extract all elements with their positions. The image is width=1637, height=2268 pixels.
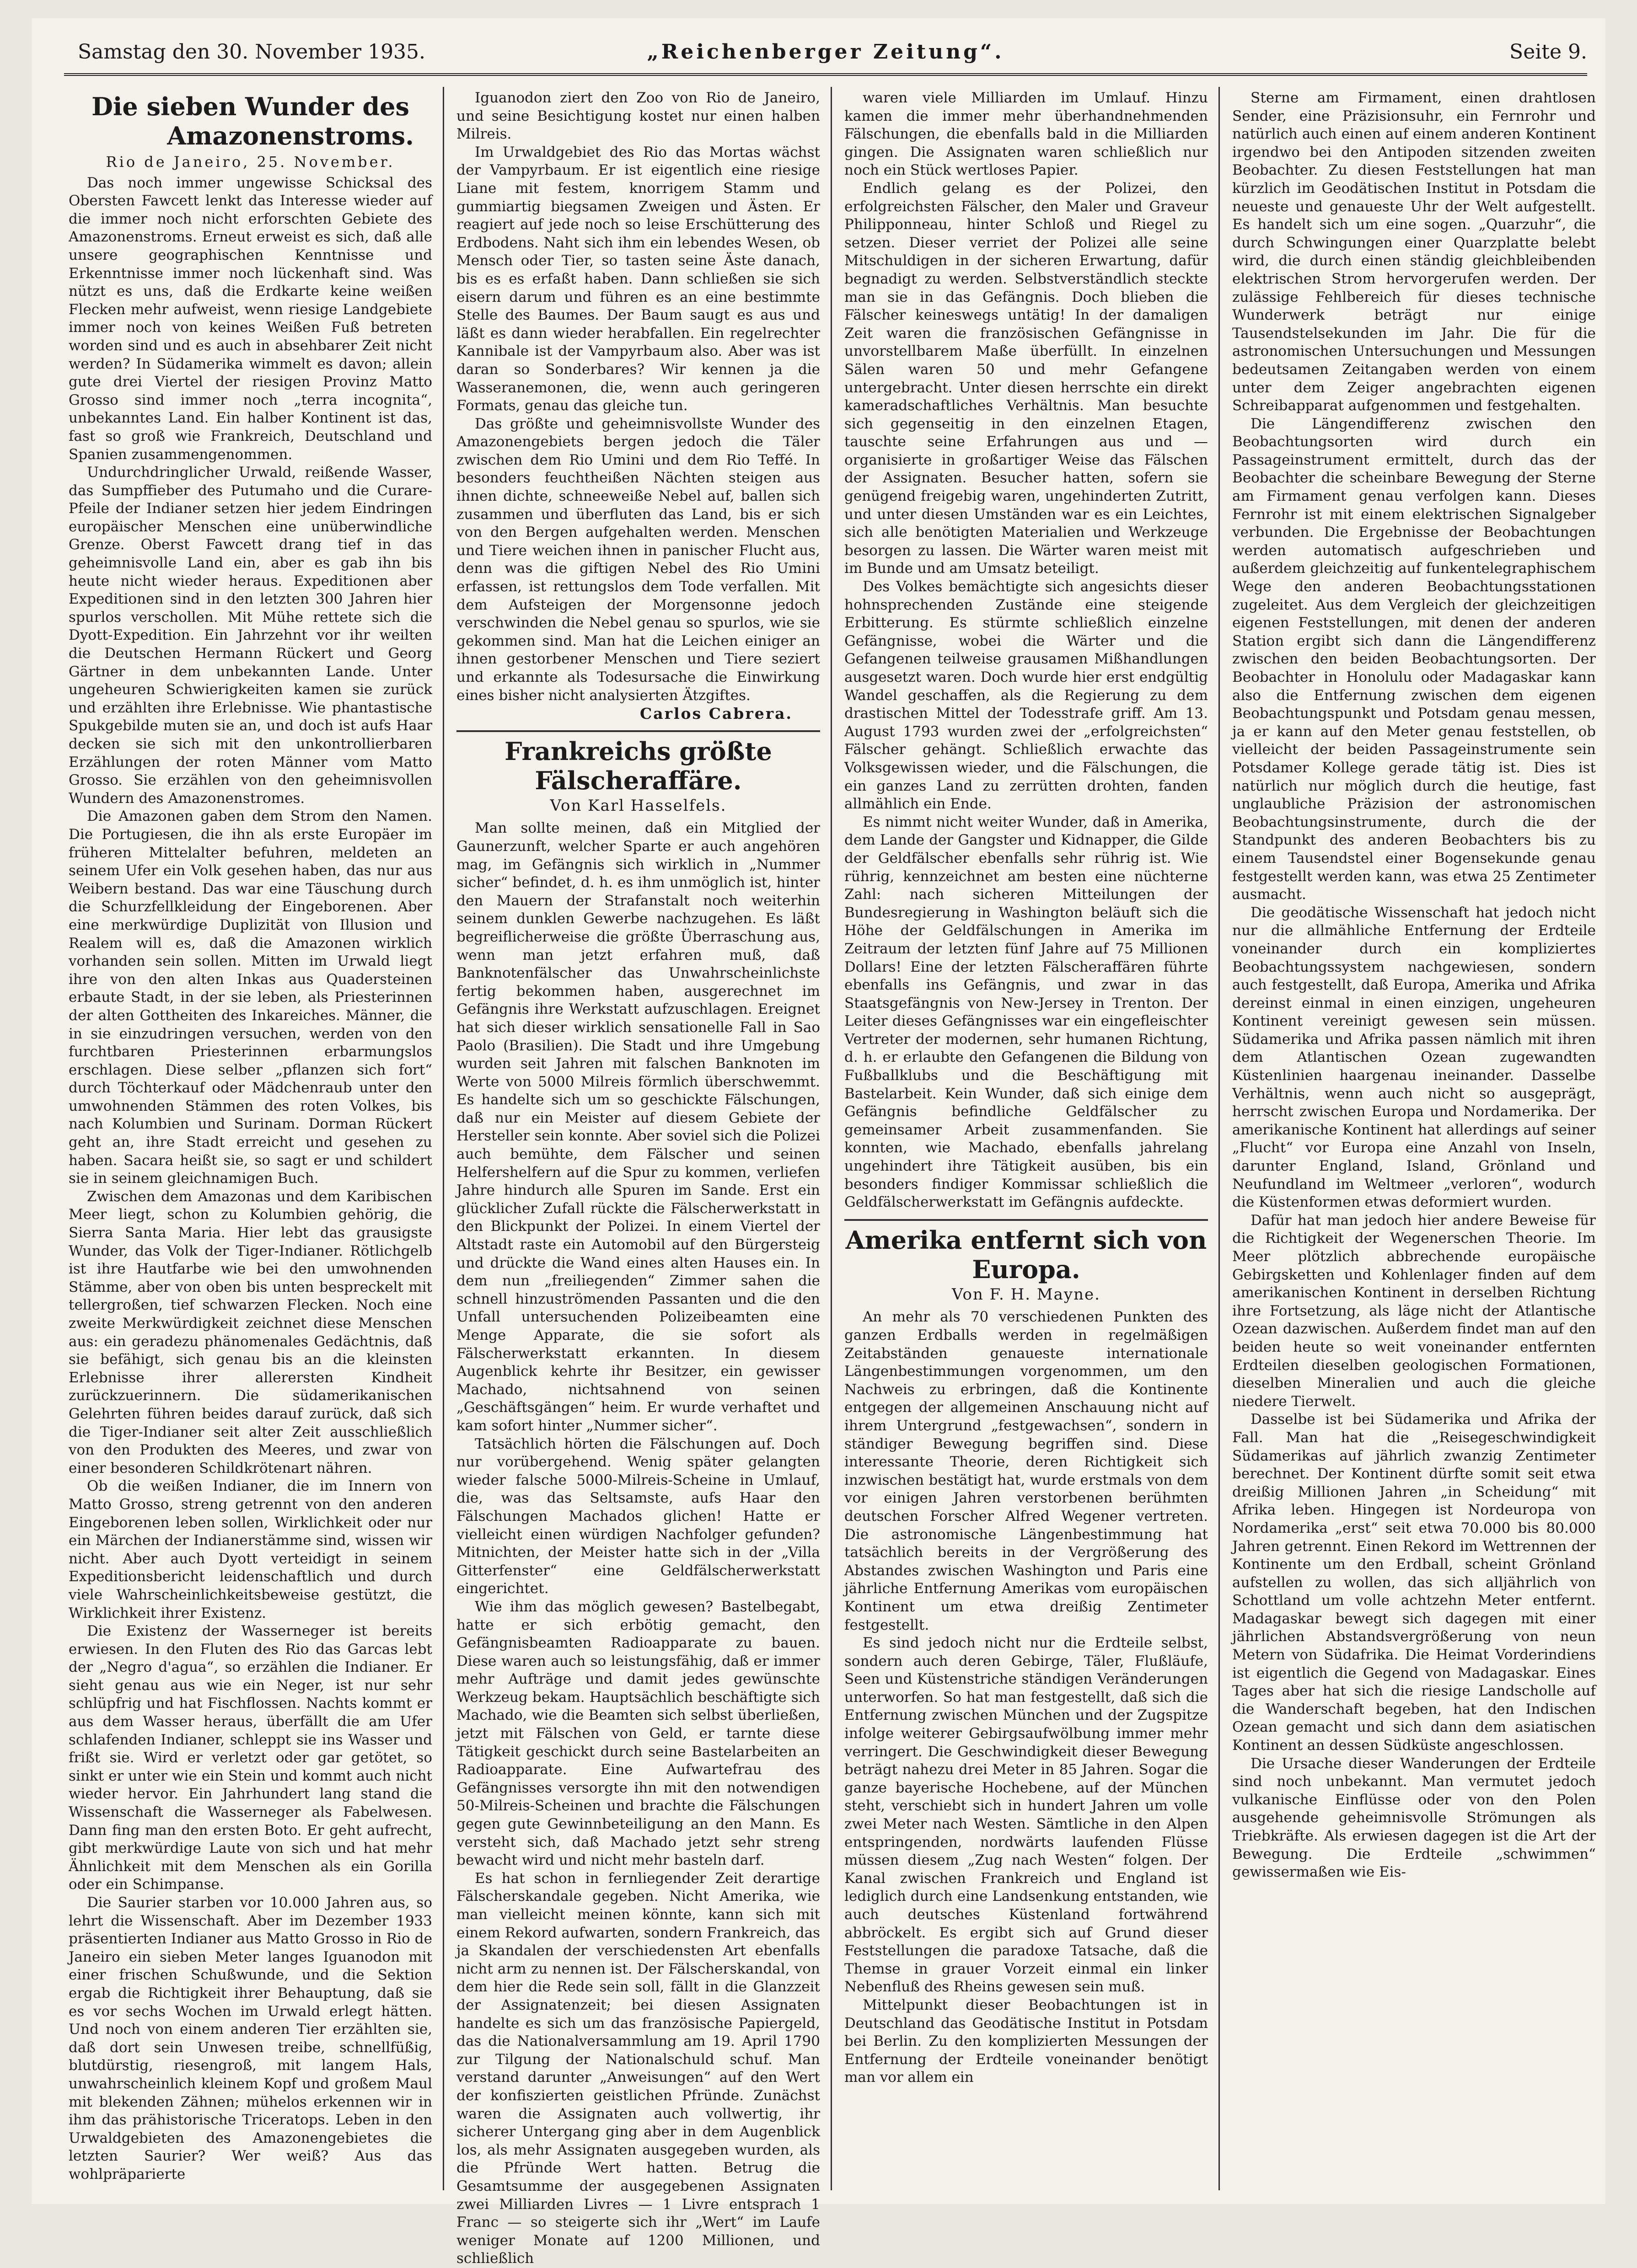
section-rule <box>844 1219 1208 1221</box>
column-1 <box>69 89 432 2190</box>
byline: Von F. H. Mayne. <box>952 1285 1100 1304</box>
paragraph: Im Urwaldgebiet des Rio das Mortas wächst der Vampyrbaum. Er ist eigentlich eine riesige Liane mit festem, knorrigem Stamm und gummiartig biegsamen Zweigen und Ästen. Er reagiert auf jede noch so leise Erschütterung des Erdbodens. Naht sich ihm ein lebendes Wesen, ob Mensch oder Tier, so tasten seine Äste danach, bis es es erfaßt haben. Dann schließen sie sich eisern darum und führen es an eine bestimmte Stelle des Baumes. Der Baum saugt es aus und läßt es dann wieder herabfallen. Ein regelrechter Kannibale ist der Vampyrbaum also. Aber was ist daran so Sonderbares? Wir kennen ja die Wasseranemonen, die, wenn auch geringeren Formats, genau das gleiche tun. <box>456 144 820 414</box>
column-divider <box>443 87 444 2190</box>
paragraph: Die Längendifferenz zwischen den Beobachtungsorten wird durch ein Passageinstrument ermittelt, durch das der Beobachter die scheinbare Bewegung der Sterne am Firmament genau verfolgen kann. Dieses Fernrohr ist mit einem elektrischen Signalgeber verbunden. Die Ergebnisse der Beobachtungen werden automatisch aufgeschrieben und außerdem gleichzeitig auf funkentelegraphischem Wege den anderen Beobachtungsstationen zugeleitet. Aus dem Vergleich der gleichzeitigen eigenen Feststellungen, mit denen der anderen Station ergibt sich dann die Längendifferenz zwischen den beiden Beobachtungsorten. Der Beobachter in Honolulu oder Madagaskar kann also die Entfernung zwischen dem eigenen Beobachtungspunkt und Potsdam genau messen, ja er kann auf den Meter genau feststellen, ob vielleicht der beiden Passageinstrumente sein Potsdamer Kollege gerade tätig ist. Dies ist natürlich nur möglich durch die heutige, fast unglaubliche Präzision der astronomischen Beobachtungsinstrumente, durch die der Standpunkt des anderen Beobachters bis zu einem Tausendstel einer Bogensekunde genau festgestellt werden kann, was etwa 25 Zentimeter ausmacht. <box>1232 415 1596 903</box>
newspaper-title: „Reichenberger Zeitung“. <box>647 40 1004 64</box>
paragraph: Dasselbe ist bei Südamerika und Afrika der Fall. Man hat die „Reisegeschwindigkeit Südamerikas auf jährlich zwanzig Zentimeter berechnet. Der Kontinent dürfte somit seit etwa dreißig Millionen Jahren „in Scheidung“ mit Afrika leben. Hingegen ist Nordeuropa von Nordamerika „erst“ seit etwa 70.000 bis 80.000 Jahren getrennt. Einen Rekord im Wettrennen der Kontinente um den Erdball, scheint Grönland aufstellen zu wollen, das sich alljährlich von Schottland um volle achtzehn Meter entfernt. Madagaskar bewegt sich dagegen mit einer jährlichen Abstandsvergrößerung von neun Metern von Südafrika. Die Heimat Vorderindiens ist eigentlich die Gegend von Madagaskar. Eines Tages aber hat sich die riesige Landscholle auf die Wanderschaft begeben, hat den Indischen Ozean gemacht und sich dann dem asiatischen Kontinent an dessen Südküste angeschlossen. <box>1232 1411 1596 1754</box>
article-headline: Frankreichs größte Fälscheraffäre. <box>505 736 772 795</box>
paragraph: Endlich gelang es der Polizei, den erfolgreichsten Fälscher, den Maler und Graveur Philipponneau, hinter Schloß und Riegel zu setzen. Dieser verriet der Polizei alle seine Mitschuldigen in der sicheren Erwartung, dafür begnadigt zu werden. Selbstverständlich steckte man sie in das Gefängnis. Doch blieben die Fälscher keineswegs untätig! In der damaligen Zeit waren die französischen Gefängnisse in unvorstellbarem Maße überfüllt. In einzelnen Sälen waren 50 und mehr Gefangene untergebracht. Unter diesen herrschte ein direkt kameradschaftliches Verhältnis. Man besuchte sich gegenseitig in den einzelnen Etagen, tauschte seine Erfahrungen aus und — organisierte in großartiger Weise das Fälschen der Assignaten. Besucher hatten, sofern sie genügend freigebig waren, ungehinderten Zutritt, und unter diesen Umständen war es ein Leichtes, sich alle benötigten Materialien und Werkzeuge besorgen zu lassen. Die Wärter waren meist mit im Bunde und am Umsatz beteiligt. <box>844 180 1208 577</box>
column-divider <box>831 87 832 2190</box>
paragraph: Sterne am Firmament, einen drahtlosen Sender, eine Präzisionsuhr, ein Fernrohr und natürlich auch einen auf einem anderen Kontinent irgendwo bei den Antipoden sitzenden zweiten Beobachter. Zu diesen Feststellungen hat man kürzlich im Geodätischen Institut in Potsdam die neueste und genaueste Uhr der Welt aufgestellt. Es handelt sich um eine sogen. „Quarzuhr“, die durch Schwingungen einer Quarzplatte belebt wird, die durch einen ständig gleichbleibenden elektrischen Strom hervorgerufen werden. Der zulässige Fehlbereich für dieses technische Wunderwerk beträgt nur einige Tausendstelsekunden im Jahr. Die für die astronomischen Untersuchungen und Messungen bedeutsamen Zeitangaben werden von einem unter dem Zeiger angebrachten eigenen Schreibapparat aufgenommen und festgehalten. <box>1232 90 1596 414</box>
paragraph: Das größte und geheimnisvollste Wunder des Amazonengebiets bergen jedoch die Täler zwischen dem Rio Umini und dem Rio Teffé. In besonders feuchtheißen Nächten steigen aus ihnen dichte, schneeweiße Nebel auf, ballen sich zusammen und überfluten das Land, bis er sich von den Bergen aufgehalten werden. Menschen und Tiere weichen ihnen in panischer Flucht aus, denn was die giftigen Nebel des Rio Umini erfassen, ist rettungslos dem Tode verfallen. Mit dem Aufsteigen der Morgensonne jedoch verschwinden die Nebel genau so spurlos, wie sie gekommen sind. Man hat die Leichen einiger an ihnen gestorbener Menschen und Tiere seziert und erkannte als Todesursache die Einwirkung eines bisher nicht analysierten Ätzgiftes. <box>456 415 820 704</box>
paragraph: Es hat schon in fernliegender Zeit derartige Fälscherskandale gegeben. Nicht Amerika, wie man vielleicht meinen könnte, kann sich mit einem Rekord aufwarten, sondern Frankreich, das ja Skandalen der verschiedensten Art ebenfalls nicht arm zu nennen ist. Der Fälscherskandal, von dem hier die Rede sein soll, fällt in die Glanzzeit der Assignatenzeit; bei diesen Assignaten handelte es sich um das französische Papiergeld, das die Nationalversammlung am 19. April 1790 zur Tilgung der Nationalschuld schuf. Man verstand darunter „Anweisungen“ auf den Wert der konfiszierten geistlichen Pfründe. Zunächst waren die Assignaten auch vollwertig, ihr sicherer Untergang ging aber in dem Augenblick los, als mehr Assignaten ausgegeben wurden, als die Pfründe Wert hatten. Betrug die Gesamtsumme der ausgegebenen Assignaten zwei Milliarden Livres — 1 Livre entsprach 1 Franc — so steigerte sich ihr „Wert“ im Laufe weniger Monate auf 1200 Millionen, und schließlich <box>456 1870 820 2267</box>
newspaper-page <box>32 18 1605 2267</box>
page-number: Seite 9. <box>1509 40 1587 64</box>
paragraph: Zwischen dem Amazonas und dem Karibischen Meer liegt, schon zu Kolumbien gehörig, die Sierra Santa Maria. Hier lebt das grausigste Wunder, das Volk der Tiger-Indianer. Rötlichgelb ist ihre Hautfarbe wie bei den umwohnenden Stämme, aber von oben bis unten bespreckelt mit tellergroßen, tief schwarzen Flecken. Noch eine zweite Merkwürdigkeit zeichnet diese Menschen aus: ein geradezu phänomenales Gedächtnis, daß sie befähigt, sich genau bis an die kleinsten Erlebnisse ihrer allerersten Kindheit zurückzuerinnern. Die südamerikanischen Gelehrten führen beides darauf zurück, daß sich die Tiger-Indianer seit alter Zeit ausschließlich von den Produkten des Meeres, und zwar von einer besonderen Schildkrötenart nähren. <box>69 1188 432 1476</box>
headline-line: Amazonenstroms. <box>167 121 414 150</box>
paragraph: Die Amazonen gaben dem Strom den Namen. Die Portugiesen, die ihn als erste Europäer im früheren Mittelalter befuhren, meldeten an seinem Ufer ein Volk gesehen haben, das nur aus Weibern bestand. Das war eine Täuschung durch die Schurzfellkleidung der Eingeborenen. Aber eine merkwürdige Duplizität von Illusion und Realem will es, daß die Amazonen wirklich vorhanden sein sollen. Mitten im Urwald liegt ihre von den alten Inkas aus Quadersteinen erbaute Stadt, in der sie leben, als Priesterinnen der alten Gottheiten des Inkareiches. Männer, die in sie einzudringen versuchen, werden von den furchtbaren Priesterinnen erbarmungslos erschlagen. Diese selber „pflanzen sich fort“ durch Töchterkauf oder Mädchenraub unter den umwohnenden Stämmen des roten Volkes, bis nach Kolumbien und Surinam. Dorman Rückert geht an, ihre Stadt erreicht und gesehen zu haben. Sacara heißt sie, so sagt er und schildert sie in seinem gleichnamigen Buch. <box>69 808 432 1187</box>
paragraph: Mittelpunkt dieser Beobachtungen ist in Deutschland das Geodätische Institut in Potsdam bei Berlin. Zu den komplizierten Messungen der Entfernung der Erdteile voneinander benötigt man vor allem ein <box>844 1996 1208 2086</box>
paragraph: waren viele Milliarden im Umlauf. Hinzu kamen die immer mehr überhandnehmenden Fälschungen, die ebenfalls bald in die Milliarden gingen. Die Assignaten waren schließlich nur noch ein Stück wertloses Papier. <box>844 90 1208 179</box>
column-3 <box>844 89 1208 2190</box>
paragraph: An mehr als 70 verschiedenen Punkten des ganzen Erdballs werden in regelmäßigen Zeitabständen genaueste internationale Längenbestimmungen vorgenommen, um den Nachweis zu erbringen, daß die Kontinente entgegen der allgemeinen Anschauung nicht auf ihrem Untergrund „festgewachsen“, sondern in ständiger Bewegung begriffen sind. Diese interessante Theorie, deren Richtigkeit sich inzwischen bestätigt hat, wurde erstmals von dem vor einigen Jahren verstorbenen berühmten deutschen Forscher Alfred Wegener vertreten. Die astronomische Längenbestimmung hat tatsächlich bereits in der Vergrößerung des Abstandes zwischen Washington und Paris eine jährliche Entfernung Amerikas vom europäischen Kontinent um etwa dreißig Zentimeter festgestellt. <box>844 1309 1208 1633</box>
section-rule <box>456 730 820 732</box>
issue-date: Samstag den 30. November 1935. <box>78 40 426 64</box>
paragraph: Es sind jedoch nicht nur die Erdteile selbst, sondern auch deren Gebirge, Täler, Flußläufe, Seen und Küstenstriche ständigen Veränderungen unterworfen. So hat man festgestellt, daß sich die Entfernung zwischen München und der Zugspitze infolge weiterer Gebirgsaufwölbung immer mehr verringert. Die Geschwindigkeit dieser Bewegung beträgt nahezu drei Meter in 85 Jahren. Sogar die ganze bayerische Hochebene, auf der München steht, verschiebt sich in hundert Jahren um volle zwei Meter nach Westen. Sämtliche in den Alpen entspringenden, nordwärts laufenden Flüsse müssen diesem „Zug nach Westen“ folgen. Der Kanal zwischen Frankreich und England ist lediglich durch eine Landsenkung entstanden, wie auch deutsches Küstenland fortwährend abbröckelt. Es ergibt sich auf Grund dieser Feststellungen die paradoxe Tatsache, daß die Themse in grauer Vorzeit einmal ein linker Nebenfluß des Rheins gewesen sein muß. <box>844 1635 1208 1995</box>
article-headline: Amerika entfernt sich von Europa. <box>845 1225 1207 1284</box>
author-signature: Carlos Cabrera. <box>639 705 793 723</box>
paragraph: Man sollte meinen, daß ein Mitglied der Gaunerzunft, welcher Sparte er auch angehören mag, im Gefängnis sich wirklich in „Nummer sicher“ befindet, d. h. es ihm unmöglich ist, hinter den Mauern der Strafanstalt noch weiterhin seinem dunklen Gewerbe nachzugehen. Es läßt begreiflicherweise die größte Überraschung aus, wenn man jetzt erfahren muß, daß Banknotenfälscher das Unwahrscheinlichste fertig bekommen haben, ausgerechnet im Gefängnis ihre Werkstatt aufzuschlagen. Ereignet hat sich dieser wirklich sensationelle Fall in Sao Paolo (Brasilien). Die Stadt und ihre Umgebung wurden seit Jahren mit falschen Banknoten im Werte von 5000 Milreis förmlich überschwemmt. Es handelte sich um so geschickte Fälschungen, daß nur ein Meister auf diesem Gebiete der Hersteller sein konnte. Aber soviel sich die Polizei auch bemühte, dem Fälscher und seinen Helfershelfern auf die Spur zu kommen, verliefen Jahre hindurch alle Spuren im Sande. Erst ein glücklicher Zufall rückte die Fälscherwerkstatt in den Blickpunkt der Polizei. In einem Viertel der Altstadt raste ein Automobil auf den Bürgersteig und drückte die Wand eines alten Hauses ein. In dem nun „freiliegenden“ Zimmer sahen die schnell hinzuströmenden Passanten und die den Unfall untersuchenden Polizeibeamten eine Menge Apparate, die sie sofort als Fälscherwerkstatt erkannten. In diesem Augenblick kehrte ihr Besitzer, ein gewisser Machado, nichtsahnend von seinen „Geschäftsgängen“ heim. Er wurde verhaftet und kam sofort hinter „Nummer sicher“. <box>456 820 820 1434</box>
paragraph: Die Saurier starben vor 10.000 Jahren aus, so lehrt die Wissenschaft. Aber im Dezember 1933 präsentierten Indianer aus Matto Grosso in Rio de Janeiro ein sieben Meter langes Iguanodon mit einer frischen Schußwunde, und die Sektion ergab die Richtigkeit ihrer Behauptung, daß sie es vor sechs Wochen im Urwald erlegt hätten. Und noch von einem anderen Tier erzählten sie, daß dort sein Unwesen treibe, schnellfüßig, blutdürstig, riesengroß, mit langem Hals, unwahrscheinlich kleinem Kopf und großem Maul mit blekenden Zähnen; mühelos erkennen wir in ihm das prähistorische Triceratops. Leben in den Urwaldgebieten des Amazonengebietes die letzten Saurier? Wer weiß? Aus das wohlpräparierte <box>69 1894 432 2182</box>
dateline: Rio de Janeiro, 25. November. <box>106 153 395 171</box>
paragraph: Des Volkes bemächtigte sich angesichts dieser hohnsprechenden Zustände eine steigende Erbitterung. Es stürmte schließlich einzelne Gefängnisse, wobei die Wärter und die Gefangenen teilweise grausamen Mißhandlungen ausgesetzt waren. Doch wurde hier erst endgültig Wandel geschaffen, als die Regierung zu dem drastischen Mittel der Todesstrafe griff. Am 13. August 1793 wurden zwei der „erfolgreichsten“ Fälscher gehängt. Schließlich erwachte das Volksgewissen wieder, und die Fälschungen, die ein ganzes Land zu zerrütten drohten, fanden allmählich ein Ende. <box>844 578 1208 813</box>
paragraph: Wie ihm das möglich gewesen? Bastelbegabt, hatte er sich erbötig gemacht, den Gefängnisbeamten Radioapparate zu bauen. Diese waren auch so leistungsfähig, daß er immer mehr Aufträge und damit jedes gewünschte Werkzeug bekam. Hauptsächlich beschäftigte sich Machado, wie die Beamten sich selbst überließen, jetzt mit Fälschen von Geld, er tarnte diese Tätigkeit geschickt durch seine Bastelarbeiten an Radioapparate. Eine Aufwartefrau des Gefängnisses versorgte ihn mit den notwendigen 50-Milreis-Scheinen und brachte die Fälschungen gegen gute Gewinnbeteiligung an den Mann. Es versteht sich, daß Machado jetzt sehr streng bewacht wird und nicht mehr basteln darf. <box>456 1598 820 1869</box>
paragraph: Dafür hat man jedoch hier andere Beweise für die Richtigkeit der Wegenerschen Theorie. Im Meer plötzlich abbrechende europäische Gebirgsketten und Kohlenlager finden auf dem amerikanischen Kontinent in derselben Richtung ihre Fortsetzung, als läge nicht der Atlantische Ozean dazwischen. Außerdem findet man auf den beiden heute so weit voneinander entfernten Erdteilen dieselben geologischen Formationen, dieselben Mineralien und auch die gleiche niedere Tierwelt. <box>1232 1212 1596 1410</box>
paragraph: Es nimmt nicht weiter Wunder, daß in Amerika, dem Lande der Gangster und Kidnapper, die Gilde der Geldfälscher ebenfalls sehr rührig ist. Wie rührig, kennzeichnet am besten eine nüchterne Zahl: nach sicheren Mitteilungen der Bundesregierung in Washington beläuft sich die Höhe der Geldfälschungen in Amerika im Zeitraum der letzten fünf Jahre auf 75 Millionen Dollars! Eine der letzten Fälscheraffären führte ebenfalls ins Gefängnis, und zwar in das Staatsgefängnis von New-Jersey in Trenton. Der Leiter dieses Gefängnisses war ein eingefleischter Vertreter der modernen, sehr humanen Richtung, d. h. er erlaubte den Gefangenen die Bildung von Fußballklubs und die Beschäftigung mit Bastelarbeit. Kein Wunder, daß sich einige dem Gefängnis befindliche Geldfälscher zu gemeinsamer Arbeit zusammenfanden. Sie konnten, wie Machado, ebenfalls jahrelang ungehindert ihre Tätigkeit ausüben, bis ein besonders findiger Kommissar schließlich die Geldfälscherwerkstatt im Gefängnis aufdeckte. <box>844 813 1208 1211</box>
paragraph: Tatsächlich hörten die Fälschungen auf. Doch nur vorübergehend. Wenig später gelangten wieder falsche 5000-Milreis-Scheine in Umlauf, die, was das Seltsamste, aufs Haar den Fälschungen Machados glichen! Hatte er vielleicht einen würdigen Nachfolger gefunden? Mitnichten, der Meister hatte sich in der „Villa Gitterfenster“ eine Geldfälscherwerkstatt eingerichtet. <box>456 1435 820 1597</box>
paragraph: Undurchdringlicher Urwald, reißende Wasser, das Sumpffieber des Putumaho und die Curare-Pfeile der Indianer setzen hier jedem Eindringen europäischer Menschen eine unüberwindliche Grenze. Oberst Fawcett drang tief in das geheimnisvolle Land ein, aber es gab ihn bis heute nicht wieder heraus. Expeditionen aber Expeditionen sind in den letzten 300 Jahren hier spurlos verschollen. Mit Mühe rettete sich die Dyott-Expedition. Ein Jahrzehnt vor ihr weilten die Deutschen Hermann Rückert und Georg Gärtner in dem unbekannten Lande. Unter ungeheuren Schwierigkeiten kamen sie zurück und erzählten ihre Erlebnisse. Wie phantastische Spukgebilde muten sie an, und doch ist aufs Haar decken sie sich mit den unkontrollierbaren Erzählungen der roten Männer vom Matto Grosso. Sie erzählen von den geheimnisvollen Wundern des Amazonenstromes. <box>69 464 432 807</box>
paragraph: Die Existenz der Wasserneger ist bereits erwiesen. In den Fluten des Rio das Garcas lebt der „Negro d'agua“, so erzählen die Indianer. Er sieht genau aus wie ein Neger, ist nur sehr schlüpfrig und hat Fischflossen. Nachts kommt er aus dem Wasser heraus, überfällt die am Ufer schlafenden Indianer, schleppt sie ins Wasser und frißt sie. Wird er verletzt oder gar getötet, so sinkt er unter wie ein Stein und kommt auch nicht wieder hervor. Ein Jahrhundert lang stand die Wissenschaft die Wasserneger als Fabelwesen. Dann fing man den ersten Boto. Er geht aufrecht, gibt merkwürdige Laute von sich und hat mehr Ähnlichkeit mit dem Menschen als ein Gorilla oder ein Schimpanse. <box>69 1623 432 1893</box>
paragraph: Iguanodon ziert den Zoo von Rio de Janeiro, und seine Besichtigung kostet nur einen halben Milreis. <box>456 90 820 143</box>
paragraph: Ob die weißen Indianer, die im Innern von Matto Grosso, streng getrennt von den anderen Eingeborenen leben sollen, Wirklichkeit oder nur ein Märchen der Indianerstämme sind, wissen wir nicht. Aber auch Dyott verteidigt in seinem Expeditionsbericht leidenschaftlich und durch viele Wahrscheinlichkeitsbeweise gestützt, die Wirklichkeit ihrer Existenz. <box>69 1478 432 1621</box>
column-divider <box>1218 87 1220 2190</box>
column-4 <box>1232 89 1596 2190</box>
paragraph: Das noch immer ungewisse Schicksal des Obersten Fawcett lenkt das Interesse wieder auf die immer noch nicht erforschten Gebiete des Amazonenstroms. Erneut erweist es sich, daß alle unsere geographischen Kenntnisse und Erkenntnisse immer noch lückenhaft sind. Was nützt es uns, daß die Erdkarte keine weißen Flecken mehr aufweist, wenn riesige Landgebiete immer noch von keines Weißen Fuß betreten worden sind und es auch in absehbarer Zeit nicht werden? In Südamerika wimmelt es davon; allein gute drei Viertel der riesigen Provinz Matto Grosso sind immer noch „terra incognita“, unbekanntes Land. Ein halber Kontinent ist das, fast so groß wie Frankreich, Deutschland und Spanien zusammengenommen. <box>69 174 432 463</box>
byline: Von Karl Hasselfels. <box>550 796 727 815</box>
article-headline <box>69 92 432 150</box>
column-2 <box>456 89 820 2267</box>
masthead <box>64 18 1587 76</box>
paragraph: Die Ursache dieser Wanderungen der Erdteile sind noch unbekannt. Man vermutet jedoch vulkanische Einflüsse oder von den Polen ausgehende geheimnisvolle Strömungen als Triebkräfte. Als erwiesen dagegen ist die Art der Bewegung. Die Erdteile „schwimmen“ gewissermaßen wie Eis- <box>1232 1755 1596 1881</box>
headline-line: Die sieben Wunder des <box>91 92 409 121</box>
paragraph: Die geodätische Wissenschaft hat jedoch nicht nur die allmähliche Entfernung der Erdteile voneinander durch ein kompliziertes Beobachtungssystem nachgewiesen, sondern auch festgestellt, daß Europa, Amerika und Afrika dereinst einmal in einen einzigen, ungeheuren Kontinent vereinigt gewesen sein müssen. Südamerika und Afrika passen nämlich mit ihren dem Atlantischen Ozean zugewandten Küstenlinien haargenau ineinander. Dasselbe Verhältnis, wenn auch nicht so ausgeprägt, herrscht zwischen Europa und Nordamerika. Der amerikanische Kontinent hat allerdings auf seiner „Flucht“ vor Europa eine Anzahl von Inseln, darunter England, Island, Grönland und Neufundland im Weltmeer „verloren“, wodurch die Küstenformen etwas deformiert wurden. <box>1232 904 1596 1211</box>
